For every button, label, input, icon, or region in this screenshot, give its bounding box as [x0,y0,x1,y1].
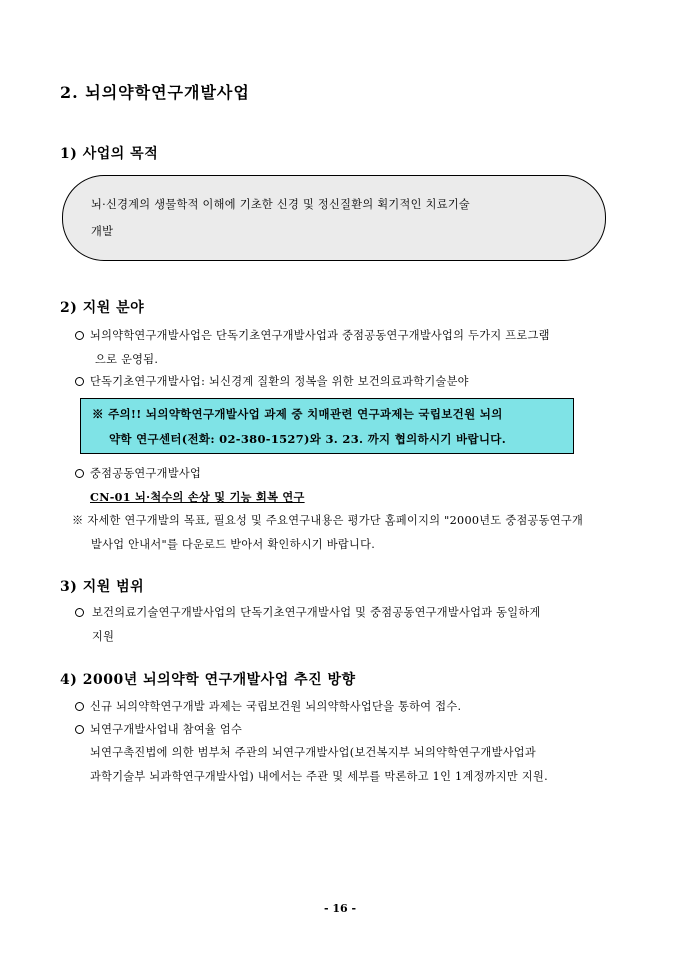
field-item3-subtitle: CN-01 뇌·척수의 손상 및 기능 회복 연구 [90,490,305,504]
field-note-line2: 발사업 안내서"를 다운로드 받아서 확인하시기 바랍니다. [91,538,376,551]
section-title: 2. 뇌의약학연구개발사업 [60,83,250,102]
heading-support-field: 2) 지원 분야 [60,300,145,316]
page-number: - 16 - [323,902,357,915]
circle-bullet-icon [75,702,84,711]
circle-bullet-icon [75,725,84,734]
heading-purpose: 1) 사업의 목적 [60,146,159,162]
purpose-text-line2: 개발 [91,225,114,238]
scope-item1-line1: 보건의료기술연구개발사업의 단독기초연구개발사업 및 중점공동연구개발사업과 동일하게 [92,606,541,619]
circle-bullet-icon [75,331,84,340]
field-item1-line2: 으로 운영됨. [95,353,159,366]
heading-support-scope: 3) 지원 범위 [60,579,145,595]
circle-bullet-icon [75,608,84,617]
notice-line2: 약학 연구센터(전화: 02-380-1527)와 3. 23. 까지 협의하시기 바랍니다. [109,432,507,446]
notice-line1: ※ 주의!! 뇌의약학연구개발사업 과제 중 치매관련 연구과제는 국립보건원 뇌의 [92,407,503,421]
purpose-text-line1: 뇌·신경계의 생물학적 이해에 기초한 신경 및 정신질환의 획기적인 치료기술 [91,198,471,211]
direction-para-line1: 뇌연구촉진법에 의한 범부처 주관의 뇌연구개발사업(보건복지부 뇌의약학연구개발사업과 [90,746,537,759]
scope-item1-line2: 지원 [92,630,115,643]
circle-bullet-icon [75,377,84,386]
field-note-line1: ※ 자세한 연구개발의 목표, 필요성 및 주요연구내용은 평가단 홈페이지의 "2000년도 중점공동연구개 [72,514,584,527]
circle-bullet-icon [75,469,84,478]
heading-direction: 4) 2000년 뇌의약학 연구개발사업 추진 방향 [60,672,356,688]
field-item3: 중점공동연구개발사업 [90,467,202,480]
direction-para-line2: 과학기술부 뇌과학연구개발사업) 내에서는 주관 및 세부를 막론하고 1인 1계정까지만 지원. [90,770,548,783]
direction-item1: 신규 뇌의약학연구개발 과제는 국립보건원 뇌의약학사업단을 통하여 접수. [90,700,462,713]
direction-item2: 뇌연구개발사업내 참여율 엄수 [90,723,243,736]
field-item1-line1: 뇌의약학연구개발사업은 단독기초연구개발사업과 중점공동연구개발사업의 두가지 프로그램 [90,329,550,342]
field-item2: 단독기초연구개발사업: 뇌신경계 질환의 정복을 위한 보건의료과학기술분야 [90,375,469,388]
purpose-box [62,175,606,261]
